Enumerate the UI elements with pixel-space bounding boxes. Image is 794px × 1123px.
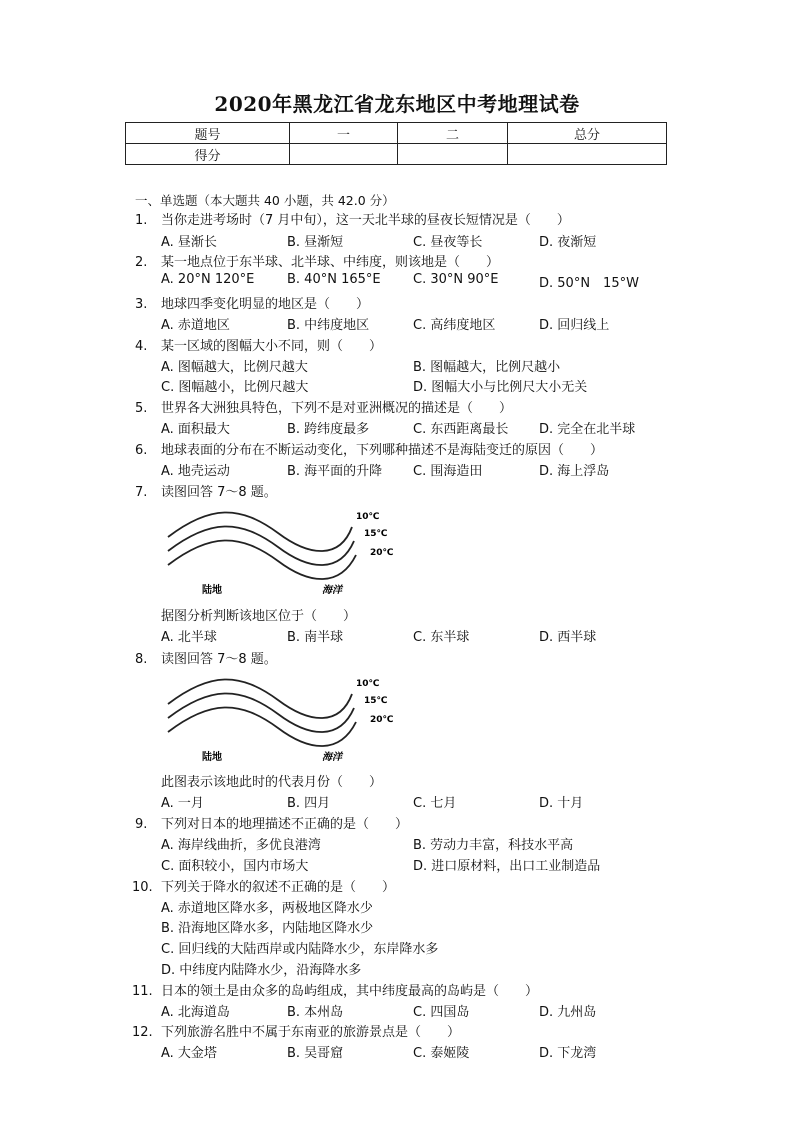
isotherm-label: 20℃	[370, 548, 394, 558]
score-cell: 总分	[508, 123, 667, 144]
option[interactable]: B. 跨纬度最多	[287, 422, 370, 437]
score-cell	[290, 144, 398, 165]
option[interactable]: A. 20°N 120°E	[161, 272, 255, 287]
option[interactable]: A. 地壳运动	[161, 464, 230, 479]
score-cell: 题号	[126, 123, 290, 144]
land-label: 陆地	[202, 585, 222, 595]
score-table-header-row	[126, 123, 667, 144]
option[interactable]: A. 赤道地区降水多，两极地区降水少	[161, 901, 373, 916]
option[interactable]: D. 50°N 15°W	[539, 276, 639, 291]
option[interactable]: B. 劳动力丰富，科技水平高	[413, 838, 574, 853]
score-table-row	[126, 144, 667, 165]
option[interactable]: B. 本州岛	[287, 1005, 344, 1020]
option[interactable]: B. 海平面的升降	[287, 464, 383, 479]
option[interactable]: A. 赤道地区	[161, 318, 230, 333]
isotherm-diagram	[160, 672, 400, 762]
option[interactable]: D. 中纬度内陆降水少，沿海降水多	[161, 963, 362, 978]
option[interactable]: C. 图幅越小，比例尺越大	[161, 380, 309, 395]
option[interactable]: A. 大金塔	[161, 1046, 217, 1061]
option[interactable]: C. 四国岛	[413, 1005, 470, 1020]
question-12: 12. 下列旅游名胜中不属于东南亚的旅游景点是（ ）	[132, 1025, 461, 1040]
exam-title: 2020年黑龙江省龙东地区中考地理试卷	[214, 92, 580, 116]
isotherm-figure	[160, 505, 400, 595]
option[interactable]: C. 30°N 90°E	[413, 272, 499, 287]
score-cell: 得分	[126, 144, 290, 165]
question-5: 5. 世界各大洲独具特色，下列不是对亚洲概况的描述是（ ）	[135, 401, 513, 416]
isotherm-label: 10℃	[356, 512, 380, 522]
option[interactable]: A. 北海道岛	[161, 1005, 230, 1020]
option[interactable]: A. 图幅越大，比例尺越大	[161, 360, 308, 375]
isotherm-figure	[160, 672, 400, 762]
option[interactable]: A. 一月	[161, 796, 204, 811]
option[interactable]: D. 完全在北半球	[539, 422, 636, 437]
score-cell: 一	[290, 123, 398, 144]
land-label: 陆地	[202, 752, 222, 762]
option[interactable]: C. 昼夜等长	[413, 235, 483, 250]
ocean-label: 海洋	[322, 752, 342, 762]
option[interactable]: C. 东西距离最长	[413, 422, 509, 437]
question-6: 6. 地球表面的分布在不断运动变化，下列哪种描述不是海陆变迁的原因（ ）	[135, 443, 604, 458]
option[interactable]: D. 回归线上	[539, 318, 610, 333]
option[interactable]: B. 中纬度地区	[287, 318, 370, 333]
option[interactable]: B. 40°N 165°E	[287, 272, 381, 287]
question-8-sub: 此图表示该地此时的代表月份（ ）	[161, 775, 383, 790]
question-2: 2. 某一地点位于东半球、北半球、中纬度，则该地是（ ）	[135, 255, 500, 270]
option[interactable]: B. 沿海地区降水多，内陆地区降水少	[161, 921, 374, 936]
option[interactable]: B. 南半球	[287, 630, 344, 645]
option[interactable]: D. 图幅大小与比例尺大小无关	[413, 380, 588, 395]
question-9: 9. 下列对日本的地理描述不正确的是（ ）	[135, 817, 409, 832]
isotherm-label: 20℃	[370, 715, 394, 725]
isotherm-label: 15℃	[364, 696, 388, 706]
ocean-label: 海洋	[322, 585, 342, 595]
option[interactable]: D. 十月	[539, 796, 584, 811]
option[interactable]: D. 下龙湾	[539, 1046, 597, 1061]
option[interactable]: A. 昼渐长	[161, 235, 217, 250]
question-3: 3. 地球四季变化明显的地区是（ ）	[135, 297, 370, 312]
score-cell	[508, 144, 667, 165]
option[interactable]: C. 围海造田	[413, 464, 483, 479]
question-8: 8. 读图回答 7～8 题。	[135, 652, 277, 667]
isotherm-label: 15℃	[364, 529, 388, 539]
option[interactable]: C. 高纬度地区	[413, 318, 496, 333]
option[interactable]: B. 昼渐短	[287, 235, 344, 250]
question-11: 11. 日本的领土是由众多的岛屿组成，其中纬度最高的岛屿是（ ）	[132, 984, 539, 999]
score-table	[125, 122, 667, 165]
option[interactable]: C. 七月	[413, 796, 457, 811]
option[interactable]: D. 九州岛	[539, 1005, 597, 1020]
option[interactable]: B. 四月	[287, 796, 331, 811]
option[interactable]: D. 夜渐短	[539, 235, 597, 250]
option[interactable]: D. 海上浮岛	[539, 464, 610, 479]
question-4: 4. 某一区域的图幅大小不同，则（ ）	[135, 339, 383, 354]
question-7: 7. 读图回答 7～8 题。	[135, 485, 277, 500]
option[interactable]: B. 图幅越大，比例尺越小	[413, 360, 561, 375]
score-cell	[398, 144, 508, 165]
option[interactable]: A. 海岸线曲折，多优良港湾	[161, 838, 321, 853]
option[interactable]: C. 回归线的大陆西岸或内陆降水少，东岸降水多	[161, 942, 439, 957]
option[interactable]: C. 东半球	[413, 630, 470, 645]
option[interactable]: A. 面积最大	[161, 422, 230, 437]
question-1: 1. 当你走进考场时（7 月中旬），这一天北半球的昼夜长短情况是（ ）	[135, 213, 570, 228]
option[interactable]: A. 北半球	[161, 630, 217, 645]
option[interactable]: D. 进口原材料，出口工业制造品	[413, 859, 601, 874]
option[interactable]: C. 面积较小，国内市场大	[161, 859, 309, 874]
section-heading: 一、单选题（本大题共 40 小题，共 42.0 分）	[135, 193, 395, 208]
isotherm-label: 10℃	[356, 679, 380, 689]
question-7-sub: 据图分析判断该地区位于（ ）	[161, 609, 357, 624]
option[interactable]: C. 泰姬陵	[413, 1046, 470, 1061]
option[interactable]: D. 西半球	[539, 630, 597, 645]
question-10: 10. 下列关于降水的叙述不正确的是（ ）	[132, 880, 396, 895]
option[interactable]: B. 吴哥窟	[287, 1046, 344, 1061]
score-cell: 二	[398, 123, 508, 144]
isotherm-diagram	[160, 505, 400, 595]
